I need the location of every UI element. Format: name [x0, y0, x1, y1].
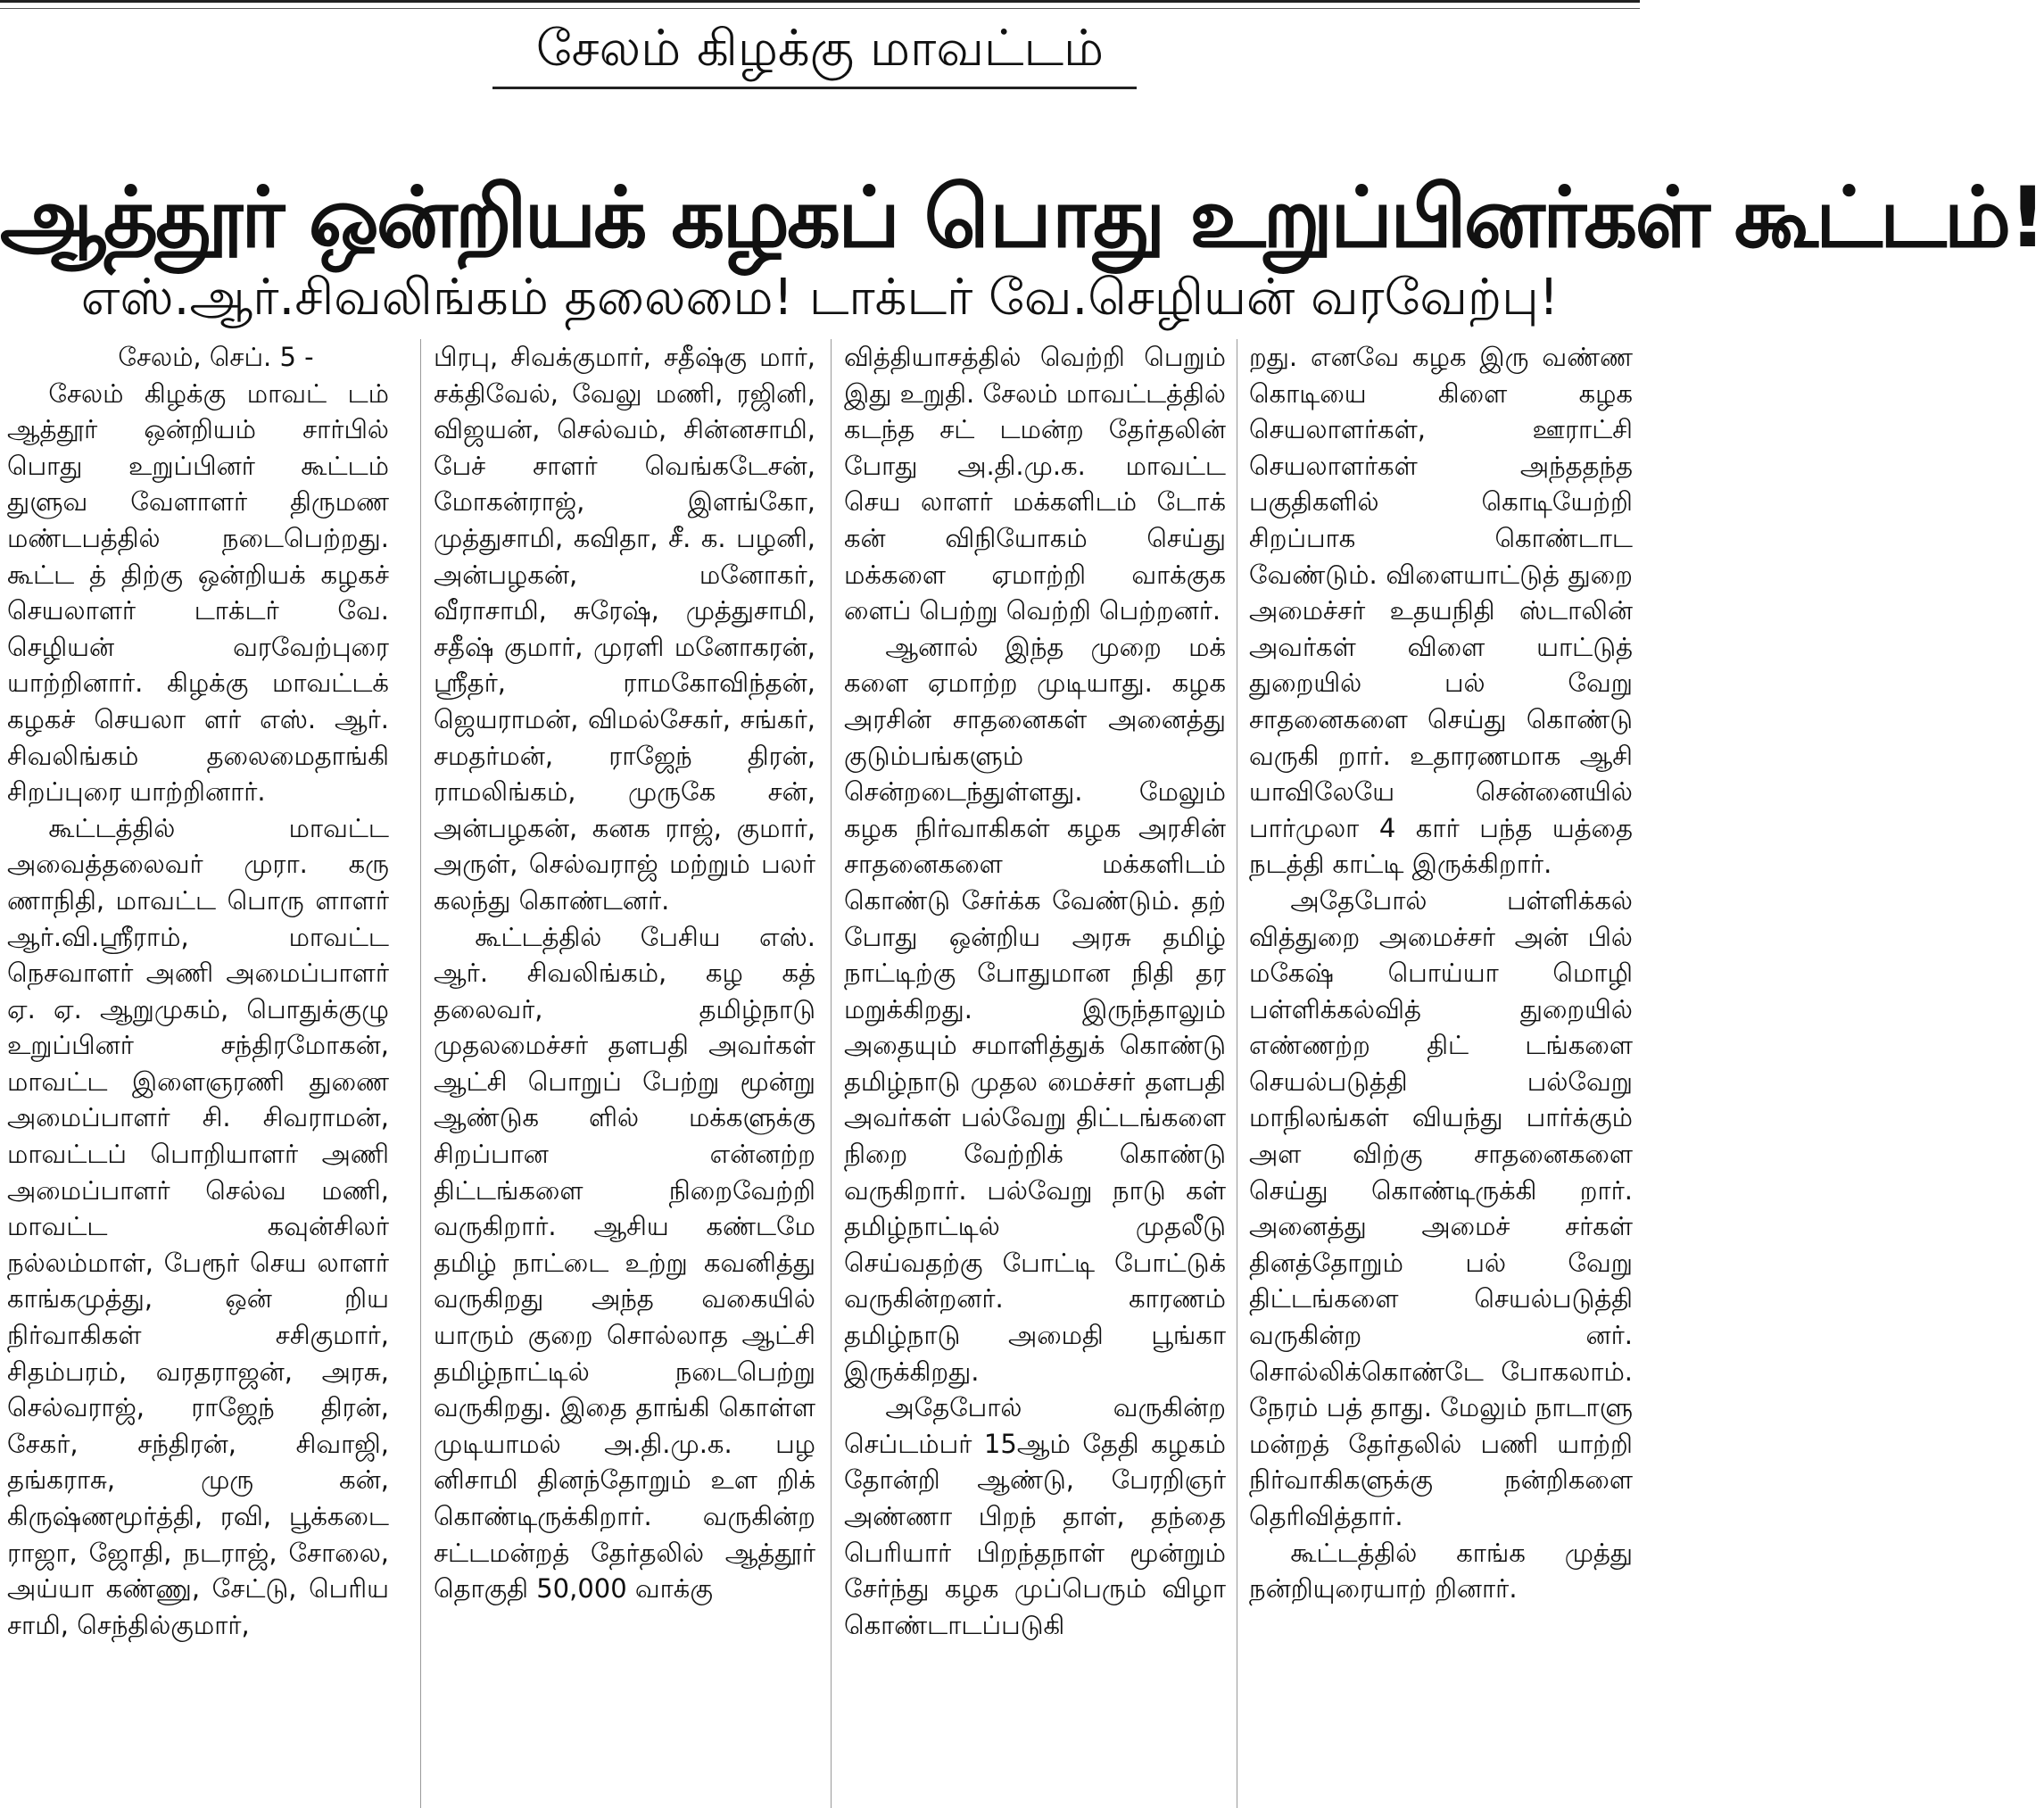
article-column-1	[7, 339, 389, 1808]
article-body	[7, 339, 1633, 1808]
paragraph: கூட்டத்தில் காங்க முத்து நன்றியுரையாற் றினார்.	[1249, 1537, 1633, 1605]
paragraph: சேலம் கிழக்கு மாவட் டம் ஆத்தூர் ஒன்றியம் சார்பில் பொது உறுப்பினர் கூட்டம் துளுவ வேளாளர் திருமண மண்டபத்தில் நடைபெற்றது. கூட்ட த் திற்கு ஒன்றியக் கழகச் செயலாளர் டாக்டர் வே. செழியன் வரவேற்புரை யாற்றினார். கிழக்கு மாவட்டக் கழகச் செயலா ளர் எஸ். ஆர். சிவலிங்கம் தலைமைதாங்கி சிறப்புரை யாற்றினார்.	[7, 377, 389, 808]
article-column-3	[844, 339, 1226, 1808]
paragraph: கூட்டத்தில் பேசிய எஸ். ஆர். சிவலிங்கம், கழ கத் தலைவர், தமிழ்நாடு முதலமைச்சர் தளபதி அவர்கள் ஆட்சி பொறுப் பேற்று மூன்று ஆண்டுக ளில் மக்களுக்கு சிறப்பான என்னற்ற திட்டங்களை நிறைவேற்றி வருகிறார். ஆசிய கண்டமே தமிழ் நாட்டை உற்று கவனித்து வருகிறது அந்த வகையில் யாரும் குறை சொல்லாத ஆட்சி தமிழ்நாட்டில் நடைபெற்று வருகிறது. இதை தாங்கி கொள்ள முடியாமல் அ.தி.மு.க. பழ னிசாமி தினந்தோறும் உள றிக் கொண்டிருக்கிறார். வருகின்ற சட்டமன்றத் தேர்தலில் ஆத்தூர் தொகுதி 50,000 வாக்கு	[434, 921, 815, 1605]
paragraph: அதேபோல் வருகின்ற செப்டம்பர் 15ஆம் தேதி கழகம் தோன்றி ஆண்டு, பேரறிஞர் அண்ணா பிறந் தாள், தந்தை பெரியார் பிறந்தநாள் மூன்றும் சேர்ந்து கழக முப்பெரும் விழா கொண்டாடப்படுகி	[844, 1392, 1226, 1640]
column-divider	[831, 339, 832, 1808]
paragraph: பிரபு, சிவக்குமார், சதீஷ்கு மார், சக்திவேல், வேலு மணி, ரஜினி, விஜயன், செல்வம், சின்னசாமி, பேச் சாளர் வெங்கடேசன், மோகன்ராஜ், இளங்கோ, முத்துசாமி, கவிதா, சீ. க. பழனி, அன்பழகன், மனோகர், வீராசாமி, சுரேஷ், முத்துசாமி, சதீஷ் குமார், முரளி மனோகரன், ஸ்ரீதர், ராமகோவிந்தன், ஜெயராமன், விமல்சேகர், சங்கர், சமதர்மன், ராஜேந் திரன், ராமலிங்கம், முருகே சன், அன்பழகன், கனக ராஜ், குமார், அருள், செல்வராஜ் மற்றும் பலர் கலந்து கொண்டனர்.	[434, 342, 815, 916]
paragraph: ஆனால் இந்த முறை மக் களை ஏமாற்ற முடியாது. கழக அரசின் சாதனைகள் அனைத்து குடும்பங்களும் சென்றடைந்துள்ளது. மேலும் கழக நிர்வாகிகள் கழக அரசின் சாதனைகளை மக்களிடம் கொண்டு சேர்க்க வேண்டும். தற் போது ஒன்றிய அரசு தமிழ் நாட்டிற்கு போதுமான நிதி தர மறுக்கிறது. இருந்தாலும் அதையும் சமாளித்துக் கொண்டு தமிழ்நாடு முதல மைச்சர் தளபதி அவர்கள் பல்வேறு திட்டங்களை நிறை வேற்றிக் கொண்டு வருகிறார். பல்வேறு நாடு கள் தமிழ்நாட்டில் முதலீடு செய்வதற்கு போட்டி போட்டுக் வருகின்றனர். காரணம் தமிழ்நாடு அமைதி பூங்கா இருக்கிறது.	[844, 631, 1226, 1387]
paragraph: றது. எனவே கழக இரு வண்ண கொடியை கிளை கழக செயலாளர்கள், ஊராட்சி செயலாளர்கள் அந்ததந்த பகுதிகளில் கொடியேற்றி சிறப்பாக கொண்டாட வேண்டும். விளையாட்டுத் துறை அமைச்சர் உதயநிதி ஸ்டாலின் அவர்கள் விளை யாட்டுத் துறையில் பல் வேறு சாதனைகளை செய்து கொண்டு வருகி றார். உதாரணமாக ஆசி யாவிலேயே சென்னையில் பார்முலா 4 கார் பந்த யத்தை நடத்தி காட்டி இருக்கிறார்.	[1249, 342, 1633, 880]
subheadline: எஸ்.ஆர்.சிவலிங்கம் தலைமை! டாக்டர் வே.செழியன் வரவேற்பு!	[80, 269, 1560, 327]
kicker-underline	[492, 87, 1137, 89]
article-column-4	[1249, 339, 1633, 1808]
article-column-2	[434, 339, 815, 1808]
top-border-rule	[0, 0, 1640, 9]
headline: ஆத்தூர் ஒன்றியக் கழகப் பொது உறுப்பினர்கள் கூட்டம்!	[0, 169, 2044, 267]
column-divider	[420, 339, 421, 1808]
paragraph: கூட்டத்தில் மாவட்ட அவைத்தலைவர் முரா. கரு ணாநிதி, மாவட்ட பொரு ளாளர் ஆர்.வி.ஸ்ரீராம், மாவட்ட நெசவாளர் அணி அமைப்பாளர் ஏ. ஏ. ஆறுமுகம், பொதுக்குழு உறுப்பினர் சந்திரமோகன், மாவட்ட இளைஞரணி துணை அமைப்பாளர் சி. சிவராமன், மாவட்டப் பொறியாளர் அணி அமைப்பாளர் செல்வ மணி, மாவட்ட கவுன்சிலர் நல்லம்மாள், பேரூர் செய லாளர் காங்கமுத்து, ஒன் றிய நிர்வாகிகள் சசிகுமார், சிதம்பரம், வரதராஜன், அரசு, செல்வராஜ், ராஜேந் திரன், சேகர், சந்திரன், சிவாஜி, தங்கராசு, முரு கன், கிருஷ்ணமூர்த்தி, ரவி, பூக்கடை ராஜா, ஜோதி, நடராஜ், சோலை, அய்யா கண்ணு, சேட்டு, பெரிய சாமி, செந்தில்குமார்,	[7, 812, 389, 1640]
paragraph: அதேபோல் பள்ளிக்கல் வித்துறை அமைச்சர் அன் பில் மகேஷ் பொய்யா மொழி பள்ளிக்கல்வித் துறையில் எண்ணற்ற திட் டங்களை செயல்படுத்தி பல்வேறு மாநிலங்கள் வியந்து பார்க்கும் அள விற்கு சாதனைகளை செய்து கொண்டிருக்கி றார். அனைத்து அமைச் சர்கள் தினத்தோறும் பல் வேறு திட்டங்களை செயல்படுத்தி வருகின்ற னர். சொல்லிக்கொண்டே போகலாம். நேரம் பத் தாது. மேலும் நாடாளு மன்றத் தேர்தலில் பணி யாற்றி நிர்வாகிகளுக்கு நன்றிகளை தெரிவித்தார்.	[1249, 884, 1633, 1531]
dateline: சேலம், செப். 5 -	[118, 342, 314, 372]
paragraph: வித்தியாசத்தில் வெற்றி பெறும் இது உறுதி. சேலம் மாவட்டத்தில் கடந்த சட் டமன்ற தேர்தலின் போது அ.தி.மு.க. மாவட்ட செய லாளர் மக்களிடம் டோக் கன் விநியோகம் செய்து மக்களை ஏமாற்றி வாக்குக ளைப் பெற்று வெற்றி பெற்றனர்.	[844, 342, 1226, 626]
section-kicker: சேலம் கிழக்கு மாவட்டம்	[535, 20, 1105, 78]
